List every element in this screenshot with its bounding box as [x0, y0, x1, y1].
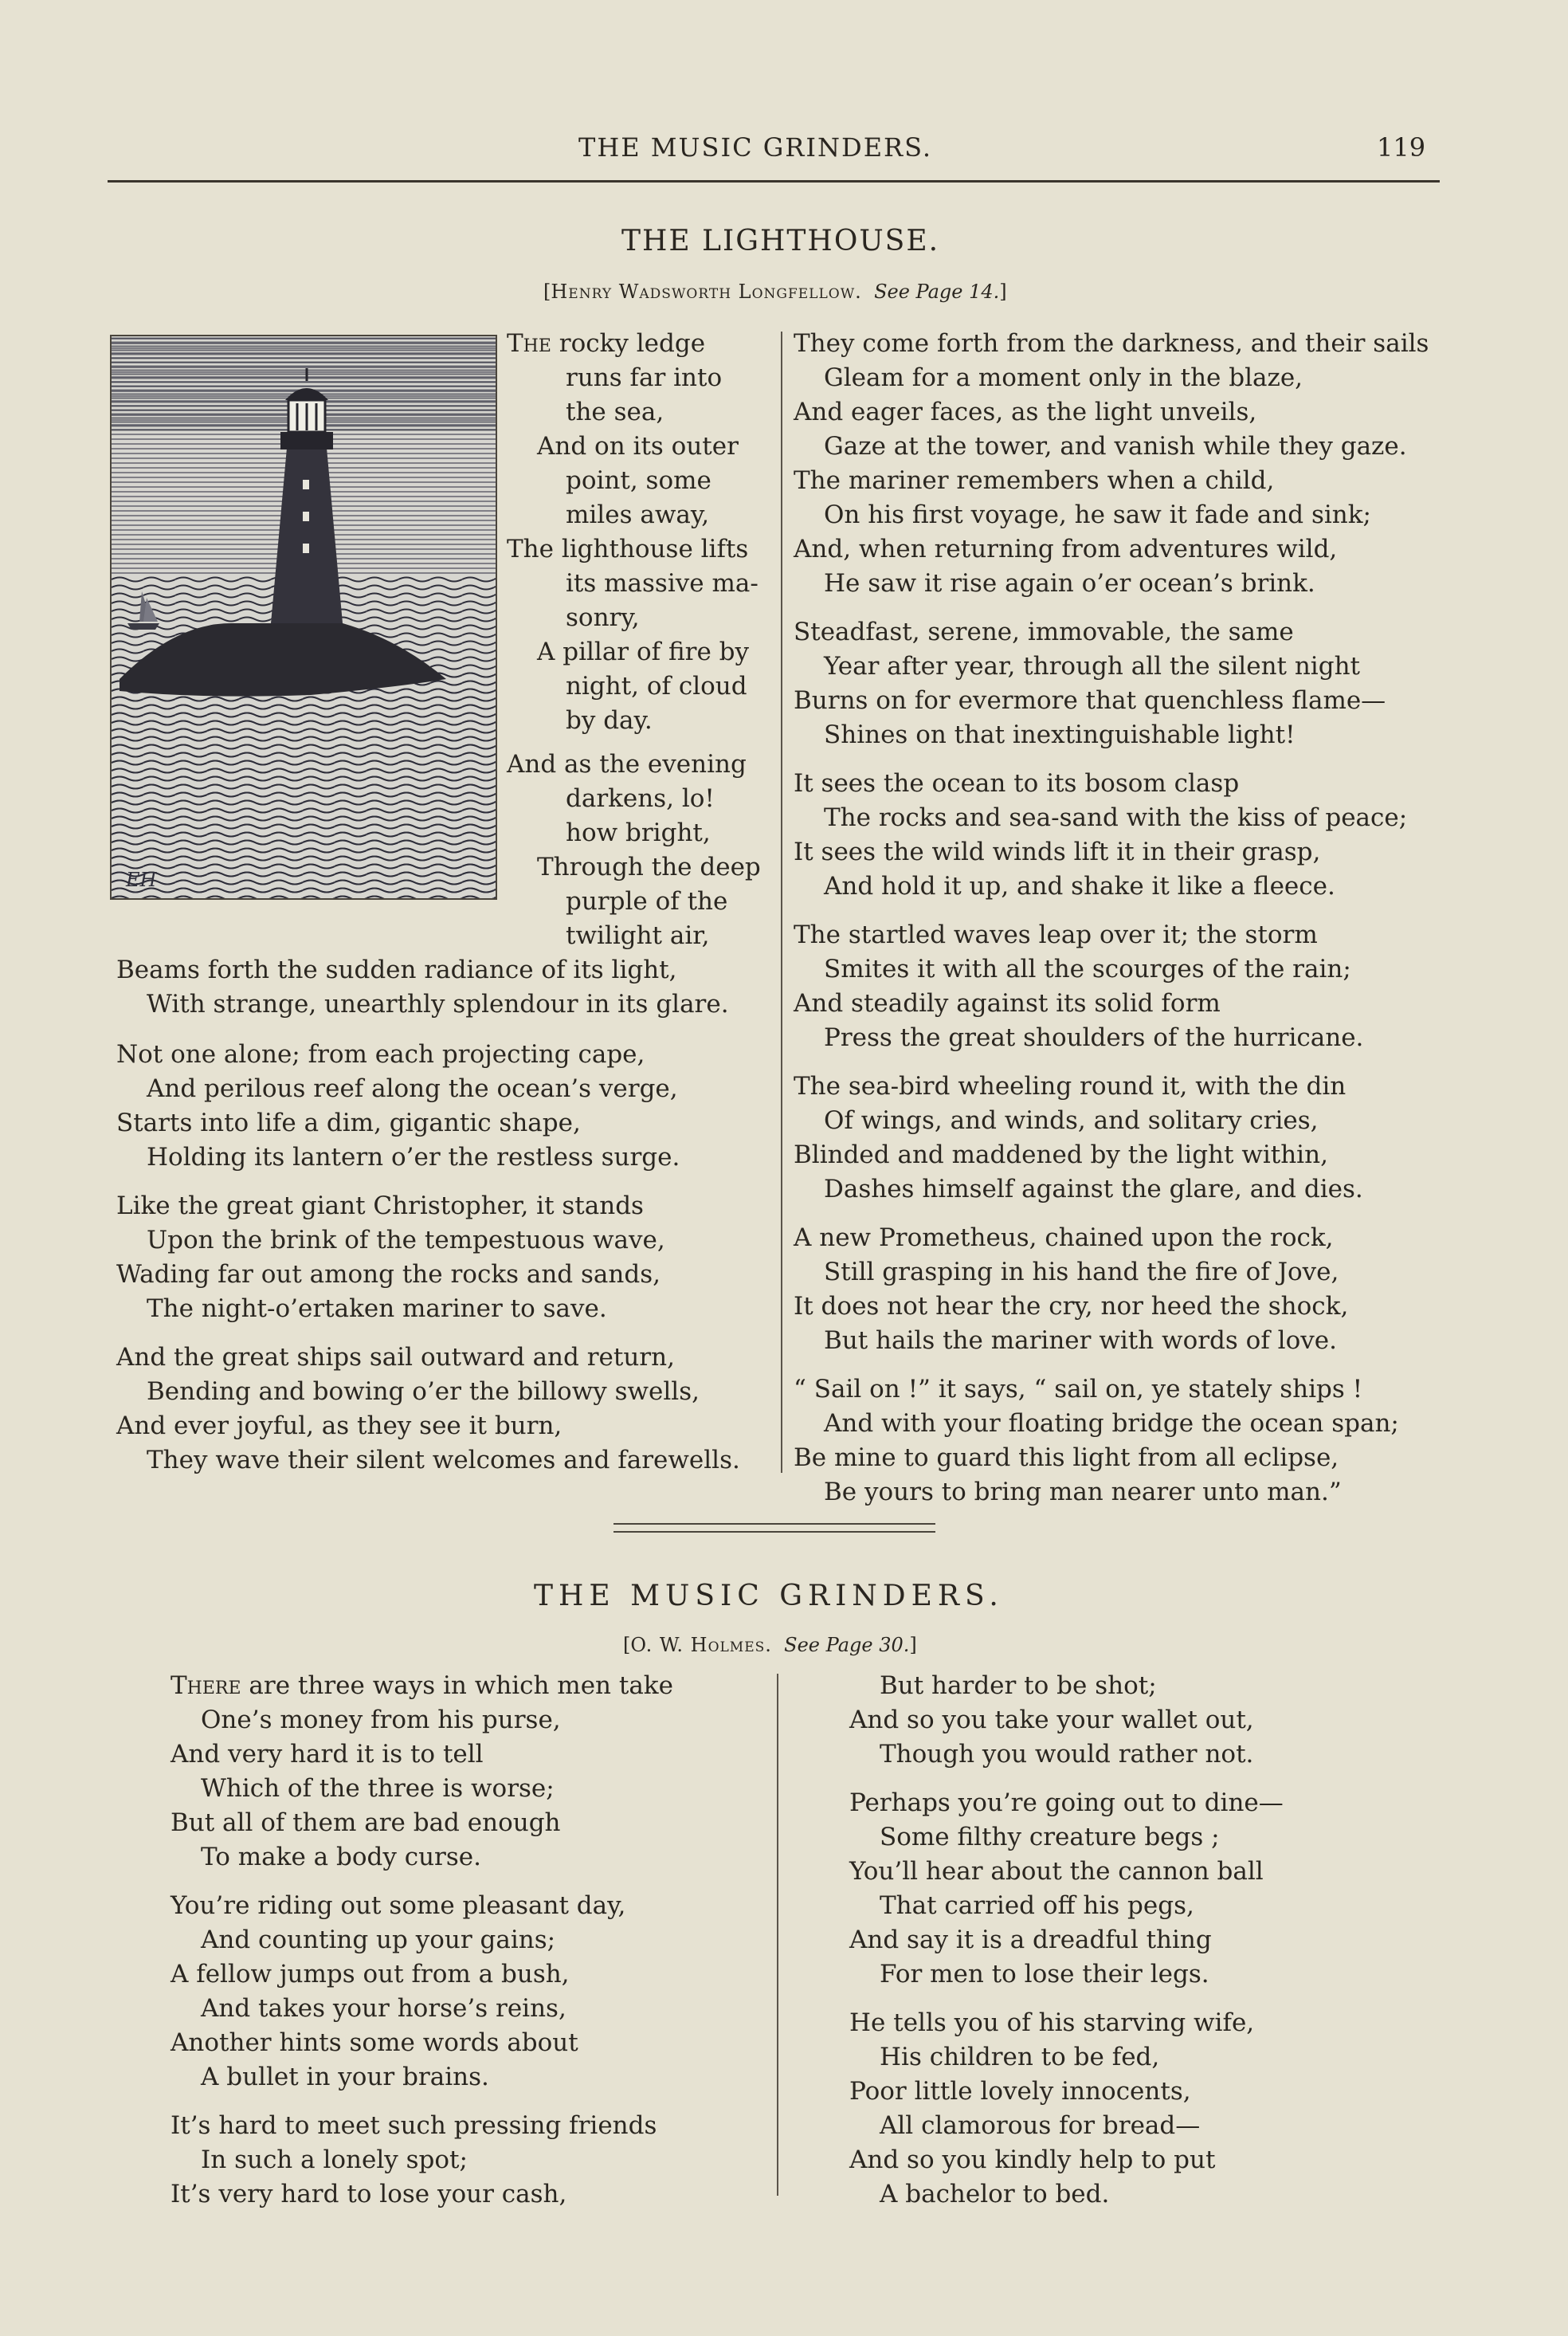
poem-line	[794, 952, 1429, 987]
stanza	[116, 1341, 740, 1478]
music-grinders-right-column	[849, 1669, 1284, 2226]
poem-line-text: “ Sail on !” it says, “ sail on, ye stately ships !	[794, 1375, 1363, 1404]
poem-line-text: twilight air,	[566, 921, 710, 950]
stanza	[794, 327, 1429, 601]
poem-line-text: darkens, lo!	[566, 784, 715, 813]
attribution-see-page: See Page 14.	[874, 281, 1000, 303]
stanza	[794, 1070, 1429, 1207]
section-divider-2	[613, 1531, 935, 1533]
poem-line-text: Some filthy creature begs ;	[880, 1823, 1220, 1851]
poem-line	[794, 718, 1429, 752]
poem-line-text: The mariner remembers when a child,	[794, 466, 1275, 495]
attribution-open: [	[543, 281, 551, 303]
drop-word: The	[507, 329, 551, 358]
poem-line-text: And as the evening	[507, 750, 747, 779]
poem-line	[171, 1840, 673, 1875]
poem-line-text: rocky ledge	[551, 329, 706, 358]
poem-line-text: the sea,	[566, 398, 664, 426]
attribution-see-page: See Page 30.	[784, 1634, 910, 1656]
poem-line	[794, 1372, 1429, 1407]
poem-line	[171, 2177, 673, 2212]
poem-line	[507, 601, 763, 635]
poem-title-lighthouse: THE LIGHTHOUSE.	[621, 225, 940, 257]
poem-line	[507, 567, 763, 601]
poem-line-text: And say it is a dreadful thing	[849, 1926, 1212, 1954]
poem-line-text: Gleam for a moment only in the blaze,	[824, 363, 1303, 392]
poem-line	[794, 1021, 1429, 1055]
poem-line-text: are three ways in which men take	[241, 1671, 673, 1700]
poem-line	[794, 684, 1429, 718]
poem-line-text: And the great ships sail outward and return,	[116, 1343, 675, 1372]
poem-line	[171, 2109, 673, 2143]
poem-line	[794, 395, 1429, 430]
poem-line	[849, 1889, 1284, 1923]
poem-line-text: All clamorous for bread—	[880, 2111, 1201, 2140]
poem-line-text: purple of the	[566, 887, 728, 916]
poem-line	[507, 464, 763, 498]
poem-line-text: Poor little lovely innocents,	[849, 2077, 1191, 2106]
poem-line	[507, 430, 763, 464]
poem-line-text: how bright,	[566, 819, 711, 847]
poem-line-text: Shines on that inextinguishable light!	[824, 720, 1296, 749]
stanza	[849, 2006, 1284, 2212]
poem-line	[849, 2143, 1284, 2177]
poem-line-text: A new Prometheus, chained upon the rock,	[794, 1223, 1334, 1252]
attribution-lighthouse	[543, 281, 1007, 303]
poem-line	[116, 1189, 740, 1223]
poem-line	[849, 1737, 1284, 1772]
poem-line	[794, 430, 1429, 464]
poem-line-text: It’s very hard to lose your cash,	[171, 2180, 567, 2208]
poem-line	[507, 395, 763, 430]
music-grinders-left-column	[171, 1669, 673, 2226]
lighthouse-engraving	[112, 336, 496, 898]
poem-line	[171, 2060, 673, 2095]
poem-line	[794, 1407, 1429, 1441]
poem-line	[116, 987, 729, 1022]
attribution-close: ]	[999, 281, 1007, 303]
poem-line	[849, 1923, 1284, 1957]
poem-line-text: And very hard it is to tell	[171, 1740, 484, 1769]
attribution-open: [	[623, 1634, 631, 1656]
stanza	[849, 1786, 1284, 1992]
poem-line-text: He tells you of his starving wife,	[849, 2008, 1255, 2037]
poem-line-text: runs far into	[566, 363, 723, 392]
poem-line	[794, 767, 1429, 801]
poem-line	[171, 1772, 673, 1806]
poem-line	[794, 615, 1429, 650]
poem-line-text: It’s hard to meet such pressing friends	[171, 2111, 657, 2140]
header-rule	[108, 180, 1440, 183]
stanza	[116, 1189, 740, 1326]
poem-line	[171, 1957, 673, 1992]
poem-line	[794, 1475, 1429, 1510]
poem-line-text: You’re riding out some pleasant day,	[171, 1891, 626, 1920]
poem-line	[794, 987, 1429, 1021]
poem-line-text: point, some	[566, 466, 711, 495]
poem-line-text: Be yours to bring man nearer unto man.”	[824, 1478, 1342, 1506]
poem-line	[849, 2177, 1284, 2212]
poem-line	[171, 2026, 673, 2060]
lighthouse-after-wrap	[116, 953, 729, 1022]
lighthouse-wrap-stanza-1	[507, 327, 763, 738]
poem-line-text: They wave their silent welcomes and farewells.	[147, 1446, 740, 1474]
poem-line	[171, 1737, 673, 1772]
poem-line	[507, 919, 763, 953]
poem-line-text: Like the great giant Christopher, it stands	[116, 1192, 644, 1220]
poem-line	[116, 1443, 740, 1478]
poem-line-text: The lighthouse lifts	[507, 535, 749, 563]
poem-line	[507, 498, 763, 532]
attribution-author: Henry Wadsworth Longfellow.	[551, 281, 862, 303]
poem-line-text: A fellow jumps out from a bush,	[171, 1960, 570, 1989]
poem-line	[794, 1290, 1429, 1324]
poem-line-text: Wading far out among the rocks and sands,	[116, 1260, 661, 1289]
poem-line-text: Blinded and maddened by the light within,	[794, 1141, 1328, 1169]
poem-line	[116, 1341, 740, 1375]
poem-line-text: Year after year, through all the silent night	[824, 652, 1360, 681]
poem-line	[794, 567, 1429, 601]
poem-line-text: miles away,	[566, 501, 710, 529]
stanza	[794, 1221, 1429, 1358]
poem-line	[794, 1104, 1429, 1138]
poem-line-text: Steadfast, serene, immovable, the same	[794, 618, 1294, 646]
poem-line-text: Not one alone; from each projecting cape,	[116, 1040, 645, 1069]
poem-line	[794, 361, 1429, 395]
poem-line	[116, 1038, 740, 1072]
poem-line-text: Though you would rather not.	[880, 1740, 1254, 1769]
poem-line-text: Beams forth the sudden radiance of its light,	[116, 956, 677, 984]
poem-line-text: night, of cloud	[566, 672, 747, 701]
poem-line-text: In such a lonely spot;	[201, 2146, 468, 2174]
poem-line	[116, 1106, 740, 1141]
poem-line-text: That carried off his pegs,	[880, 1891, 1194, 1920]
poem-line-text: Through the deep	[537, 853, 761, 881]
poem-line	[794, 1138, 1429, 1172]
poem-line-text: The night-o’ertaken mariner to save.	[147, 1294, 607, 1323]
poem-line	[849, 1786, 1284, 1820]
poem-line	[849, 2040, 1284, 2075]
poem-line	[171, 1703, 673, 1737]
poem-line	[794, 1172, 1429, 1207]
poem-line	[794, 1324, 1429, 1358]
lighthouse-wrap-column	[507, 327, 763, 953]
poem-line	[507, 669, 763, 704]
poem-line-text: You’ll hear about the cannon ball	[849, 1857, 1264, 1886]
poem-line	[794, 1255, 1429, 1290]
poem-line-text: The sea-bird wheeling round it, with the din	[794, 1072, 1347, 1101]
running-head-title: THE MUSIC GRINDERS.	[578, 132, 933, 163]
poem-line	[116, 1258, 740, 1292]
poem-line	[507, 748, 763, 782]
poem-line	[507, 635, 763, 669]
lighthouse-illustration	[110, 335, 497, 900]
poem-line	[794, 918, 1429, 952]
poem-line	[116, 1292, 740, 1326]
drop-word: There	[171, 1671, 241, 1700]
column-rule-lighthouse	[781, 332, 782, 1473]
page-number: 119	[1377, 132, 1426, 163]
poem-line-text: Bending and bowing o’er the billowy swells,	[147, 1377, 700, 1406]
poem-line-text: Press the great shoulders of the hurricane.	[824, 1023, 1364, 1052]
poem-line	[794, 327, 1429, 361]
stanza	[794, 615, 1429, 752]
stanza	[171, 1669, 673, 1875]
poem-line	[849, 2006, 1284, 2040]
poem-line-text: And eager faces, as the light unveils,	[794, 398, 1257, 426]
poem-line-text: And ever joyful, as they see it burn,	[116, 1411, 563, 1440]
poem-line-text: One’s money from his purse,	[201, 1706, 561, 1734]
poem-line-text: Of wings, and winds, and solitary cries,	[824, 1106, 1319, 1135]
poem-line	[507, 532, 763, 567]
poem-line-text: A bullet in your brains.	[201, 2063, 489, 2091]
poem-line	[116, 1375, 740, 1409]
poem-line-text: But harder to be shot;	[880, 1671, 1157, 1700]
poem-line	[507, 850, 763, 885]
poem-line	[794, 1221, 1429, 1255]
poem-line-text: And with your floating bridge the ocean span;	[824, 1409, 1399, 1438]
stanza	[849, 1669, 1284, 1772]
poem-line-text: Perhaps you’re going out to dine—	[849, 1788, 1284, 1817]
poem-line-text: A bachelor to bed.	[880, 2180, 1110, 2208]
poem-line	[794, 650, 1429, 684]
poem-line-text: But hails the mariner with words of love.	[824, 1326, 1337, 1355]
poem-line	[507, 361, 763, 395]
poem-line	[171, 2143, 673, 2177]
poem-line	[116, 1409, 740, 1443]
poem-line	[116, 1141, 740, 1175]
poem-line-text: Burns on for evermore that quenchless flame—	[794, 686, 1386, 715]
poem-line-text: It sees the wild winds lift it in their grasp,	[794, 838, 1321, 866]
poem-line-text: It sees the ocean to its bosom clasp	[794, 769, 1240, 798]
poem-line-text: Holding its lantern o’er the restless surge.	[147, 1143, 680, 1172]
poem-title-music-grinders: THE MUSIC GRINDERS.	[534, 1580, 1004, 1612]
poem-line-text: The rocks and sea-sand with the kiss of peace;	[824, 803, 1408, 832]
poem-line	[116, 1072, 740, 1106]
poem-line	[507, 885, 763, 919]
poem-line-text: Gaze at the tower, and vanish while they gaze.	[824, 432, 1407, 461]
poem-line-text: And on its outer	[537, 432, 739, 461]
poem-line-text: by day.	[566, 706, 653, 735]
poem-line-text: its massive ma-	[566, 569, 759, 598]
poem-line	[507, 782, 763, 816]
poem-line-text: He saw it rise again o’er ocean’s brink.	[824, 569, 1315, 598]
poem-line-text: And counting up your gains;	[201, 1926, 556, 1954]
stanza	[116, 1038, 740, 1175]
poem-line	[794, 835, 1429, 870]
poem-line-text: A pillar of fire by	[537, 638, 750, 666]
poem-line-text: Be mine to guard this light from all eclipse,	[794, 1443, 1339, 1472]
poem-line	[116, 953, 729, 987]
poem-line-text: And so you take your wallet out,	[849, 1706, 1254, 1734]
poem-line	[171, 1806, 673, 1840]
poem-line	[171, 1669, 673, 1703]
poem-line-text: With strange, unearthly splendour in its glare.	[147, 990, 729, 1019]
poem-line-text: Still grasping in his hand the fire of Jove,	[824, 1258, 1339, 1286]
poem-line-text: Which of the three is worse;	[201, 1774, 555, 1803]
column-rule-music-grinders	[777, 1674, 778, 2196]
poem-line-text: sonry,	[566, 603, 640, 632]
poem-line	[507, 816, 763, 850]
section-divider	[613, 1523, 935, 1525]
poem-line	[794, 464, 1429, 498]
poem-line-text: To make a body curse.	[201, 1843, 481, 1871]
poem-line	[794, 870, 1429, 904]
attribution-author: O. W. Holmes.	[630, 1634, 772, 1656]
poem-line-text: And perilous reef along the ocean’s verge,	[147, 1074, 678, 1103]
attribution-close: ]	[909, 1634, 917, 1656]
poem-line	[507, 704, 763, 738]
poem-line-text: The startled waves leap over it; the storm	[794, 921, 1318, 949]
poem-line	[171, 1992, 673, 2026]
poem-line	[849, 2109, 1284, 2143]
poem-line	[849, 1703, 1284, 1737]
poem-line-text: They come forth from the darkness, and their sails	[794, 329, 1429, 358]
poem-line	[794, 1070, 1429, 1104]
stanza	[171, 1889, 673, 2095]
stanza	[794, 918, 1429, 1055]
poem-line-text: Starts into life a dim, gigantic shape,	[116, 1109, 581, 1137]
poem-line	[849, 1855, 1284, 1889]
poem-line	[849, 1669, 1284, 1703]
poem-line	[171, 1923, 673, 1957]
poem-line-text: For men to lose their legs.	[880, 1960, 1209, 1989]
poem-line-text: Dashes himself against the glare, and dies.	[824, 1175, 1363, 1203]
poem-line	[849, 1957, 1284, 1992]
poem-line	[849, 2075, 1284, 2109]
poem-line-text: Smites it with all the scourges of the rain;	[824, 955, 1351, 983]
poem-line	[171, 1889, 673, 1923]
stanza	[794, 767, 1429, 904]
poem-line-text: Upon the brink of the tempestuous wave,	[147, 1226, 665, 1254]
stanza	[171, 2109, 673, 2212]
poem-line-text: On his first voyage, he saw it fade and sink;	[824, 501, 1371, 529]
lighthouse-left-column	[116, 1038, 740, 1492]
poem-line-text: But all of them are bad enough	[171, 1808, 561, 1837]
poem-line	[794, 498, 1429, 532]
poem-line-text: And, when returning from adventures wild,	[794, 535, 1338, 563]
poem-line-text: His children to be fed,	[880, 2043, 1160, 2071]
poem-line	[794, 801, 1429, 835]
poem-line-text: And so you kindly help to put	[849, 2146, 1216, 2174]
poem-line-text: It does not hear the cry, nor heed the shock,	[794, 1292, 1349, 1321]
poem-line-text: Another hints some words about	[171, 2028, 578, 2057]
poem-line	[507, 327, 763, 361]
lighthouse-wrap-stanza-2	[507, 748, 763, 953]
poem-line	[794, 1441, 1429, 1475]
poem-line-text: And steadily against its solid form	[794, 989, 1221, 1018]
poem-line	[116, 1223, 740, 1258]
stanza	[794, 1372, 1429, 1510]
illustration-signature: EH	[126, 869, 157, 891]
poem-line	[849, 1820, 1284, 1855]
lighthouse-right-column	[794, 327, 1429, 1524]
poem-line-text: And takes your horse’s reins,	[201, 1994, 566, 2023]
attribution-music-grinders	[623, 1634, 917, 1656]
poem-line-text: And hold it up, and shake it like a fleece.	[824, 872, 1335, 901]
poem-line	[794, 532, 1429, 567]
